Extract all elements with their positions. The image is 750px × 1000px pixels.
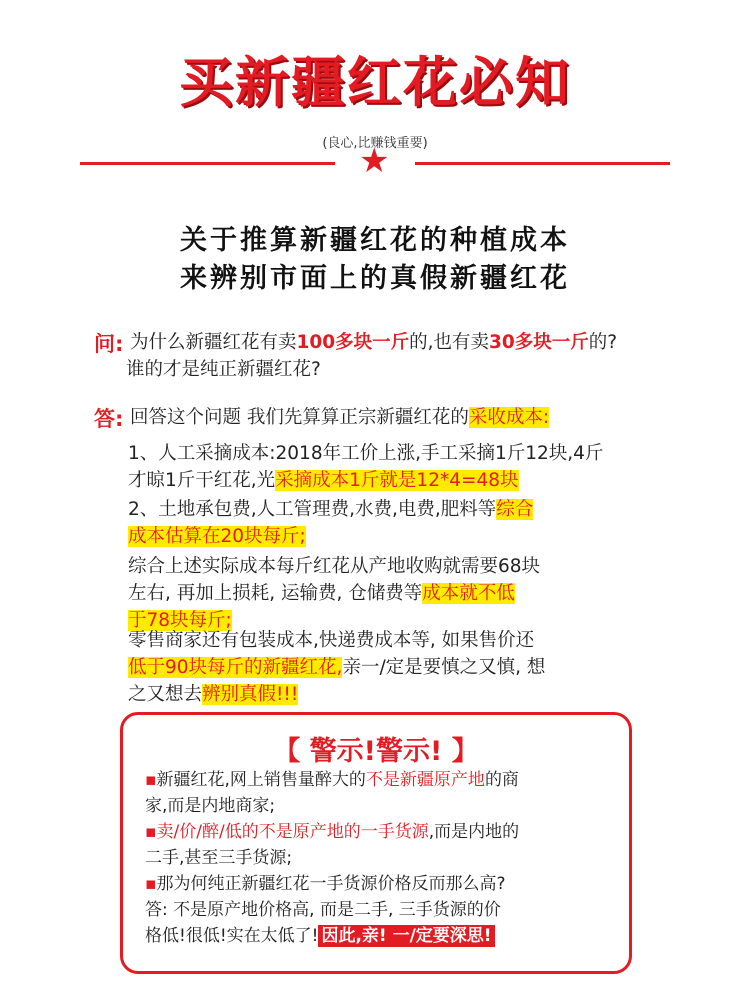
- headline-1: 关于推算新疆红花的种植成本: [180, 225, 570, 256]
- warning-1-red: 不是新疆原产地: [365, 770, 485, 790]
- warning-1-text-a: 新疆红花,网上销售量醉大的: [156, 770, 366, 790]
- retail-line-1: 零售商家还有包装成本,快递费成本等, 如果售价还: [128, 630, 535, 651]
- question-text-b: 的,也有卖: [409, 332, 490, 353]
- warning-3-text-a: 那为何纯正新疆红花一手货源价格反而那么高?: [156, 874, 506, 894]
- warning-title: 【 警示!警示! 】: [273, 736, 479, 767]
- summary-line-1: 综合上述实际成本每斤红花从产地收购就需要68块: [128, 556, 541, 577]
- cost-item-1-highlight: 采摘成本1斤就是12*4=48块: [275, 470, 519, 491]
- retail-highlight-a: 低于90块每斤的新疆红花,: [128, 657, 343, 678]
- retail-line-3: [128, 681, 668, 708]
- warning-item-1-line-1: [145, 767, 615, 793]
- warning-item-3-line-1: [145, 871, 615, 897]
- cost-item-1-line-2: [128, 467, 648, 494]
- warning-item-2-line-1: [145, 819, 615, 845]
- warning-item-2: [145, 819, 615, 871]
- cost-item-1-text: 才晾1斤干红花,光: [128, 470, 276, 491]
- warning-item-1: [145, 767, 615, 819]
- summary-highlight-b: 于78块每斤;: [128, 610, 232, 631]
- answer-intro-highlight: 采收成本:: [468, 407, 550, 428]
- page-title: 买新疆红花必知: [179, 50, 571, 114]
- cost-item-2-text: 2、土地承包费,人工管理费,水费,电费,肥料等: [128, 499, 497, 520]
- cost-item-2-line-1: [128, 496, 648, 523]
- price-high: 100多块一斤: [296, 332, 410, 353]
- answer-intro-text: 回答这个问题 我们先算算正宗新疆红花的: [130, 407, 469, 428]
- cost-item-2-highlight-b: 成本估算在20块每斤;: [128, 526, 306, 547]
- cost-item-2-highlight-a: 综合: [496, 499, 534, 520]
- page-subtitle: (良心,比赚钱重要): [322, 136, 428, 151]
- question-line-1: [130, 329, 670, 356]
- price-low: 30多块一斤: [489, 332, 589, 353]
- headline-2: 来辨别市面上的真假新疆红花: [180, 263, 570, 294]
- retail-text-c: 之又想去: [128, 684, 203, 705]
- divider-right: [415, 162, 670, 165]
- cost-item-2: [128, 496, 648, 550]
- summary-highlight-a: 成本就不低: [422, 583, 515, 604]
- retail-paragraph: [128, 627, 668, 708]
- question-label: 问:: [94, 332, 124, 356]
- answer-label: 答:: [94, 407, 124, 431]
- warning-2-red: 卖/价/醉/低的不是原产地的一手货源: [156, 822, 429, 842]
- warning-item-2-line-2: 二手,甚至三手货源;: [145, 848, 293, 868]
- divider-left: [80, 162, 335, 165]
- warning-item-3: [145, 871, 615, 949]
- retail-line-2: [128, 654, 668, 681]
- bullet-icon: ▪: [145, 770, 157, 790]
- cost-item-1: [128, 440, 648, 494]
- warning-1-text-b: 的商: [484, 770, 519, 790]
- warning-item-3-line-2: 答: 不是原产地价格高, 而是二手, 三手货源的价: [145, 900, 501, 920]
- summary-line-2: [128, 580, 658, 607]
- star-icon: ★: [359, 141, 390, 181]
- answer-intro: [130, 404, 670, 431]
- cost-item-1-line-1: 1、人工采摘成本:2018年工价上涨,手工采摘1斤12块,4斤: [128, 443, 604, 464]
- summary-text: 左右, 再加上损耗, 运输费, 仓储费等: [128, 583, 423, 604]
- bullet-icon: ▪: [145, 874, 157, 894]
- bullet-icon: ▪: [145, 822, 157, 842]
- retail-highlight-b: 辨别真假!!!: [202, 684, 299, 705]
- summary-paragraph: [128, 553, 658, 634]
- question-line-2: 谁的才是纯正新疆红花?: [126, 359, 321, 380]
- retail-text-b: 亲一/定是要慎之又慎, 想: [342, 657, 546, 678]
- warning-item-3-line-3: [145, 923, 615, 949]
- warning-3-text-c: 格低!很低!实在太低了!: [145, 926, 319, 946]
- warning-2-text-b: ,而是内地的: [428, 822, 520, 842]
- warning-3-red-banner: 因此,亲! 一/定要深思!: [318, 925, 494, 947]
- question-text-c: 的?: [588, 332, 618, 353]
- warning-box: [120, 712, 632, 974]
- question-text-a: 为什么新疆红花有卖: [130, 332, 297, 353]
- cost-item-2-line-2: [128, 523, 648, 550]
- warning-item-1-line-2: 家,而是内地商家;: [145, 796, 276, 816]
